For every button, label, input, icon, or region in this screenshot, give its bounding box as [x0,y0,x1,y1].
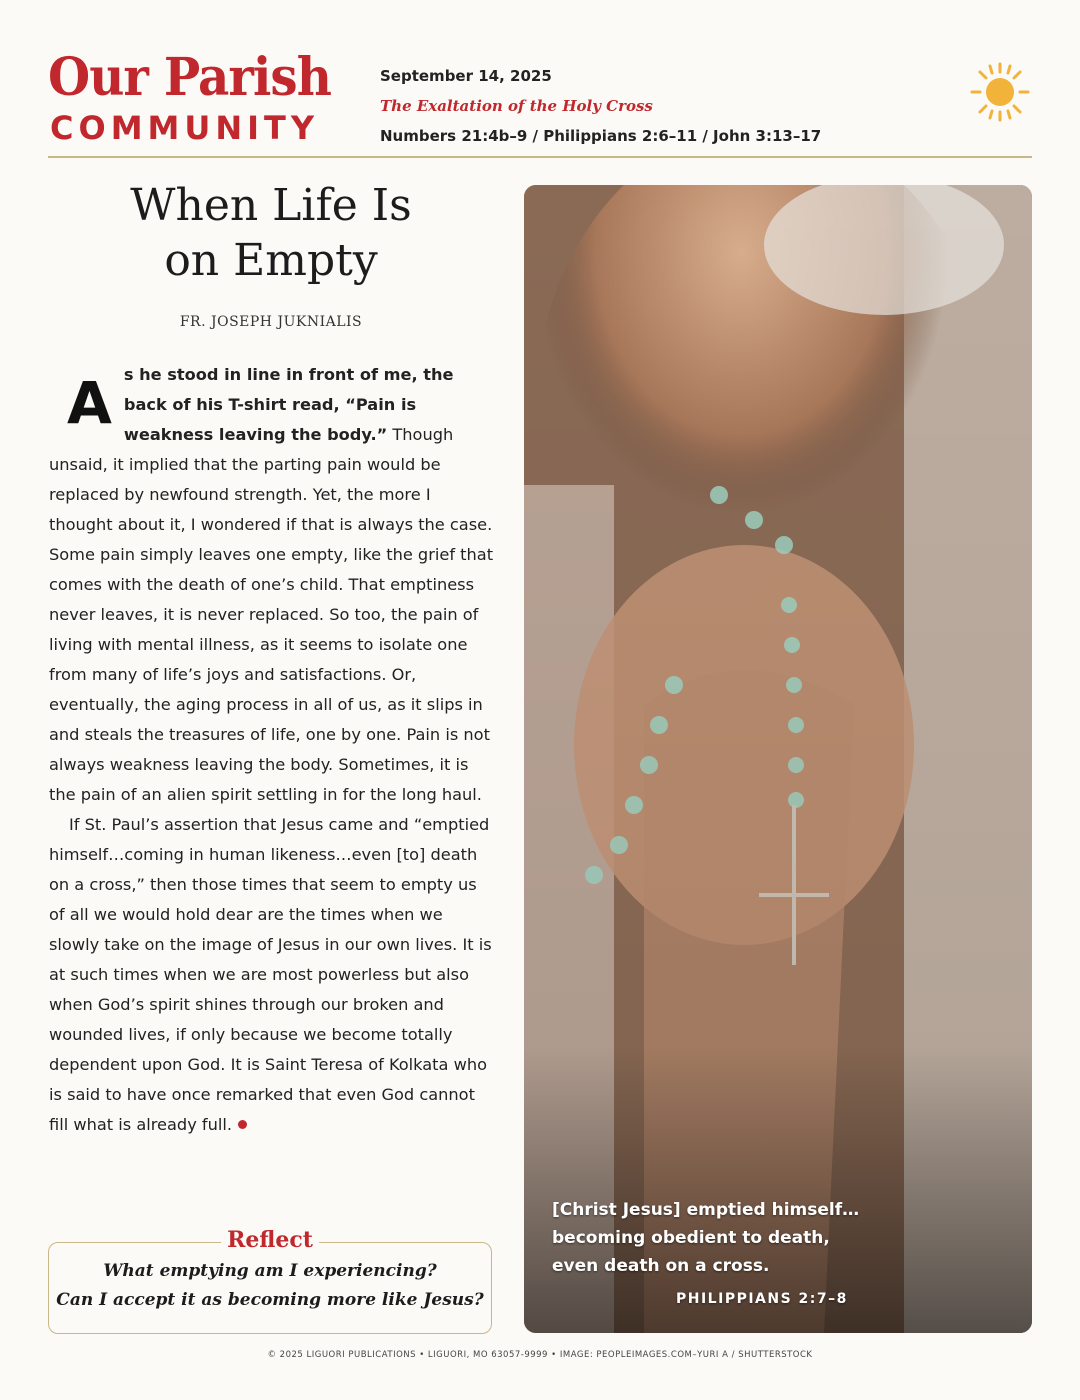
reflect-question-2: Can I accept it as becoming more like Jesus? [56,1290,484,1310]
paragraph-2-text: If St. Paul’s assertion that Jesus came and “emptied himself…coming in human likeness…even [to] death on a cross,” then those times that seem to empty us of all we would hold dear are the times when we slowly take on the image of Jesus in our own lives. It is at such times when we are most powerless but also when God’s spirit shines through our broken and wounded lives, if only because we become totally dependent upon God. It is Saint Teresa of Kolkata who is said to have once remarked that even God cannot fill what is already full. [49,815,492,1134]
byline: FR. JOSEPH JUKNIALIS [179,314,363,330]
photo-elderly-man-praying-rosary [524,185,1032,1333]
caption-line-3: even death on a cross. [552,1256,770,1276]
footer-credits: © 2025 LIGUORI PUBLICATIONS • LIGUORI, MO 63057-9999 • IMAGE: PEOPLEIMAGES.COM–YURI A / SHUTTERSTOCK [267,1350,813,1360]
drop-cap: A [67,369,112,437]
article-body [49,360,495,1140]
caption-citation: PHILIPPIANS 2:7–8 [676,1291,848,1307]
sun-icon [968,60,1032,124]
logo-title: Our Parish [48,47,331,108]
reflect-box [48,1227,492,1334]
caption-line-1: [Christ Jesus] emptied himself… [552,1200,860,1220]
title-line-1: When Life Is [130,180,412,231]
reflect-question-1: What emptying am I experiencing? [103,1261,437,1281]
title-line-2: on Empty [164,235,378,286]
readings: Numbers 21:4b–9 / Philippians 2:6–11 / John 3:13–17 [380,127,822,145]
masthead [48,48,1038,158]
end-mark-icon [238,1120,247,1129]
paragraph-1 [49,360,495,810]
issue-info [380,66,821,146]
caption-line-2: becoming obedient to death, [552,1228,830,1248]
masthead-divider [48,156,1032,158]
logo-subtitle: COMMUNITY [50,109,320,147]
issue-date: September 14, 2025 [380,67,552,85]
paragraph-1-text: Though unsaid, it implied that the parting pain would be replaced by newfound strength. Yet, the more I thought about it, I wondered if that is always the case. Some pain simply leaves one empty, like the grief that comes with the death of one’s child. That emptiness never leaves, it is never replaced. So too, the pain of living with mental illness, as it seems to isolate one from many of life’s joys and satisfactions. Or, eventually, the aging process in all of us, as it slips in and steals the treasures of life, one by one. Pain is not always weakness leaving the body. Sometimes, it is the pain of an alien spirit settling in for the long haul. [49,425,494,804]
photo-caption [552,1196,1012,1280]
feast-name: The Exaltation of the Holy Cross [380,97,653,115]
paragraph-2 [49,810,495,1140]
reflect-title: Reflect [221,1227,319,1253]
lead-in: s he stood in line in front of me, the back of his T-shirt read, “Pain is weakness leaving the body.” [123,365,454,444]
article-title [48,178,494,288]
